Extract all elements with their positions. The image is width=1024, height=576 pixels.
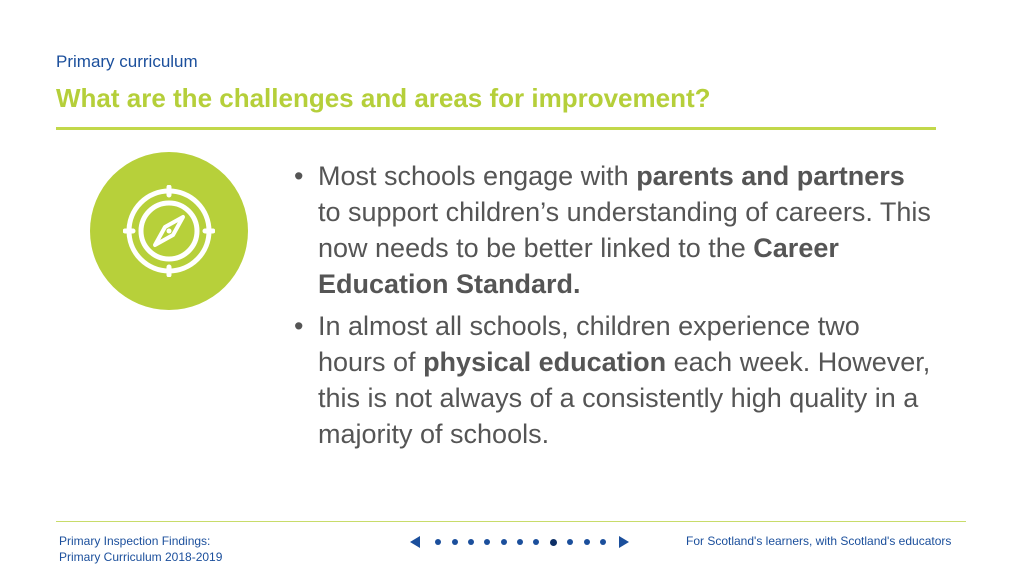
pager-dot[interactable] (584, 539, 590, 545)
previous-arrow-icon[interactable] (410, 536, 420, 548)
footer-publication (59, 533, 222, 565)
bullet-text: to support children’s understanding of careers. This now needs to be better linked to the (318, 197, 931, 263)
pager-dot[interactable] (517, 539, 523, 545)
title-divider (56, 127, 936, 130)
bullet-item (292, 158, 932, 302)
bullet-item (292, 308, 932, 452)
bullet-emphasis: Career Education Standard. (318, 233, 839, 299)
footer-divider (56, 521, 966, 522)
bullet-text: Most schools engage with (318, 161, 637, 191)
bullet-text: In almost all schools, children experience two hours of (318, 311, 860, 377)
next-arrow-icon[interactable] (619, 536, 629, 548)
compass-icon (123, 185, 215, 277)
pager-dot[interactable] (533, 539, 539, 545)
pager-dot[interactable] (600, 539, 606, 545)
section-label: Primary curriculum (56, 52, 198, 71)
footer-publication-line2: Primary Curriculum 2018-2019 (59, 550, 223, 564)
slide-pager (410, 534, 629, 550)
bullet-emphasis: physical education (423, 347, 667, 377)
pager-dot[interactable] (550, 539, 557, 546)
footer-tagline: For Scotland's learners, with Scotland's educators (686, 534, 952, 548)
pager-dot[interactable] (452, 539, 458, 545)
pager-dot[interactable] (567, 539, 573, 545)
pager-dots (430, 539, 611, 546)
pager-dot[interactable] (435, 539, 441, 545)
bullet-list (292, 158, 932, 458)
bullet-text: each week. However, this is not always of a consistently high quality in a majority of schools. (318, 347, 931, 449)
icon-circle (90, 152, 248, 310)
slide-title: What are the challenges and areas for improvement? (56, 83, 711, 113)
footer-publication-line1: Primary Inspection Findings: (59, 534, 211, 548)
pager-dot[interactable] (484, 539, 490, 545)
bullet-emphasis: parents and partners (636, 161, 905, 191)
pager-dot[interactable] (468, 539, 474, 545)
pager-dot[interactable] (501, 539, 507, 545)
